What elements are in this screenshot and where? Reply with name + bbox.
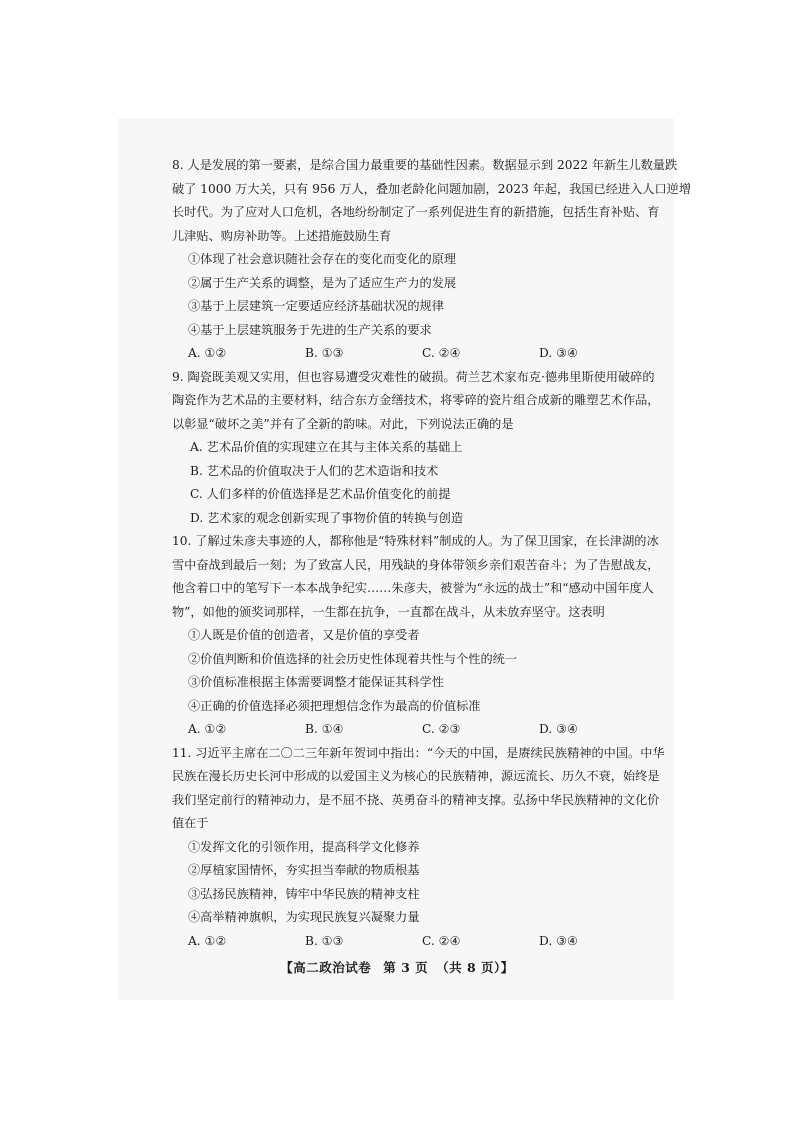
question-option: D. 艺术家的观念创新实现了事物价值的转换与创造 bbox=[190, 510, 464, 525]
answer-choice-d: D. ③④ bbox=[539, 722, 578, 736]
answer-choice-b: B. ①③ bbox=[305, 346, 344, 360]
question-stem-line: 8. 人是发展的第一要素，是综合国力最重要的基础性因素。数据显示到 2022 年新生儿数量跌 bbox=[172, 158, 678, 172]
answer-choice-b: B. ①③ bbox=[305, 933, 344, 948]
question-option: ③基于上层建筑一定要适应经济基础状况的规律 bbox=[188, 299, 444, 313]
answer-choices bbox=[172, 342, 642, 366]
question-option: ②价值判断和价值选择的社会历史性体现着共性与个性的统一 bbox=[188, 651, 518, 666]
question-stem-line: 长时代。为了应对人口危机，各地纷纷制定了一系列促进生育的新措施，包括生育补贴、育 bbox=[172, 205, 660, 219]
answer-choice-a: A. ①② bbox=[188, 722, 227, 736]
page-footer bbox=[0, 958, 794, 976]
footer-total-pages: （共 8 页）】 bbox=[436, 960, 514, 975]
answer-choice-a: A. ①② bbox=[188, 346, 227, 360]
question-option: ③弘扬民族精神，铸牢中华民族的精神支柱 bbox=[188, 886, 420, 901]
answer-choice-b: B. ①④ bbox=[305, 722, 344, 736]
question-stem-line: 9. 陶瓷既美观又实用，但也容易遭受灾难性的破损。荷兰艺术家布克·德弗里斯使用破碎的 bbox=[172, 369, 655, 384]
question-stem-line: 值在于 bbox=[172, 816, 209, 830]
question-11 bbox=[172, 742, 665, 954]
question-stem-line: 以彰显“破坏之美”并有了全新的韵味。对此，下列说法正确的是 bbox=[172, 416, 514, 431]
question-option: A. 艺术品价值的实现建立在其与主体关系的基础上 bbox=[190, 440, 463, 454]
question-stem-line: 陶瓷作为艺术品的主要材料，结合东方金缮技术，将零碎的瓷片组合成新的雕塑艺术作品， bbox=[172, 393, 660, 407]
question-option: ①发挥文化的引领作用，提高科学文化修养 bbox=[188, 839, 420, 854]
answer-choices bbox=[172, 718, 642, 742]
footer-exam-title: 【高二政治试卷 bbox=[280, 960, 372, 975]
answer-choices bbox=[172, 930, 642, 954]
question-stem-line: 我们坚定前行的精神动力，是不屈不挠、英勇奋斗的精神支撑。弘扬中华民族精神的文化价 bbox=[172, 792, 660, 807]
question-option: ④基于上层建筑服务于先进的生产关系的要求 bbox=[188, 322, 432, 337]
question-option: ③价值标准根据主体需要调整才能保证其科学性 bbox=[188, 675, 444, 689]
question-10 bbox=[172, 530, 660, 742]
question-option: ④高举精神旗帜，为实现民族复兴凝聚力量 bbox=[188, 910, 420, 924]
question-option: ②厚植家国情怀，夯实担当奉献的物质根基 bbox=[188, 863, 420, 877]
footer-page-number: 第 3 页 bbox=[383, 960, 429, 975]
question-option: B. 艺术品的价值取决于人们的艺术造诣和技术 bbox=[190, 463, 439, 478]
answer-choice-d: D. ③④ bbox=[539, 933, 578, 948]
question-stem-line: 破了 1000 万大关，只有 956 万人，叠加老龄化问题加剧，2023 年起，我国已经进入人口逆增 bbox=[172, 181, 692, 196]
question-option: ①体现了社会意识随社会存在的变化而变化的原理 bbox=[188, 252, 457, 266]
answer-choice-a: A. ①② bbox=[188, 933, 227, 948]
answer-choice-d: D. ③④ bbox=[539, 346, 578, 360]
answer-choice-c: C. ②③ bbox=[422, 722, 461, 736]
question-option: ②属于生产关系的调整，是为了适应生产力的发展 bbox=[188, 275, 457, 290]
question-8 bbox=[172, 154, 692, 366]
question-option: ①人既是价值的创造者，又是价值的享受者 bbox=[188, 628, 420, 642]
question-stem-line: 11. 习近平主席在二〇二三年新年贺词中指出：“今天的中国，是赓续民族精神的中国。中华 bbox=[172, 745, 665, 760]
answer-choice-c: C. ②④ bbox=[422, 346, 461, 360]
question-option: ④正确的价值选择必须把理想信念作为最高的价值标准 bbox=[188, 698, 481, 713]
answer-choice-c: C. ②④ bbox=[422, 933, 461, 948]
question-stem-line: 他含着口中的笔写下一本本战争纪实……朱彦夫，被誉为“永远的战士”和“感动中国年度人 bbox=[172, 581, 654, 595]
question-stem-line: 儿津贴、购房补助等。上述措施鼓励生育 bbox=[172, 228, 392, 243]
question-option: C. 人们多样的价值选择是艺术品价值变化的前提 bbox=[190, 487, 451, 501]
question-stem-line: 雪中奋战到最后一刻；为了致富人民，用残缺的身体带领乡亲们艰苦奋斗；为了告慰战友， bbox=[172, 557, 660, 572]
question-stem-line: 民族在漫长历史长河中形成的以爱国主义为核心的民族精神，源远流长、历久不衰，始终是 bbox=[172, 769, 660, 783]
exam-content bbox=[172, 154, 692, 953]
question-stem-line: 10. 了解过朱彦夫事迹的人，都称他是“特殊材料”制成的人。为了保卫国家，在长津湖的冰 bbox=[172, 534, 659, 548]
question-9 bbox=[172, 366, 660, 531]
question-stem-line: 物”，如他的颁奖词那样，一生都在抗争，一直都在战斗，从未放弃坚守。这表明 bbox=[172, 604, 605, 619]
